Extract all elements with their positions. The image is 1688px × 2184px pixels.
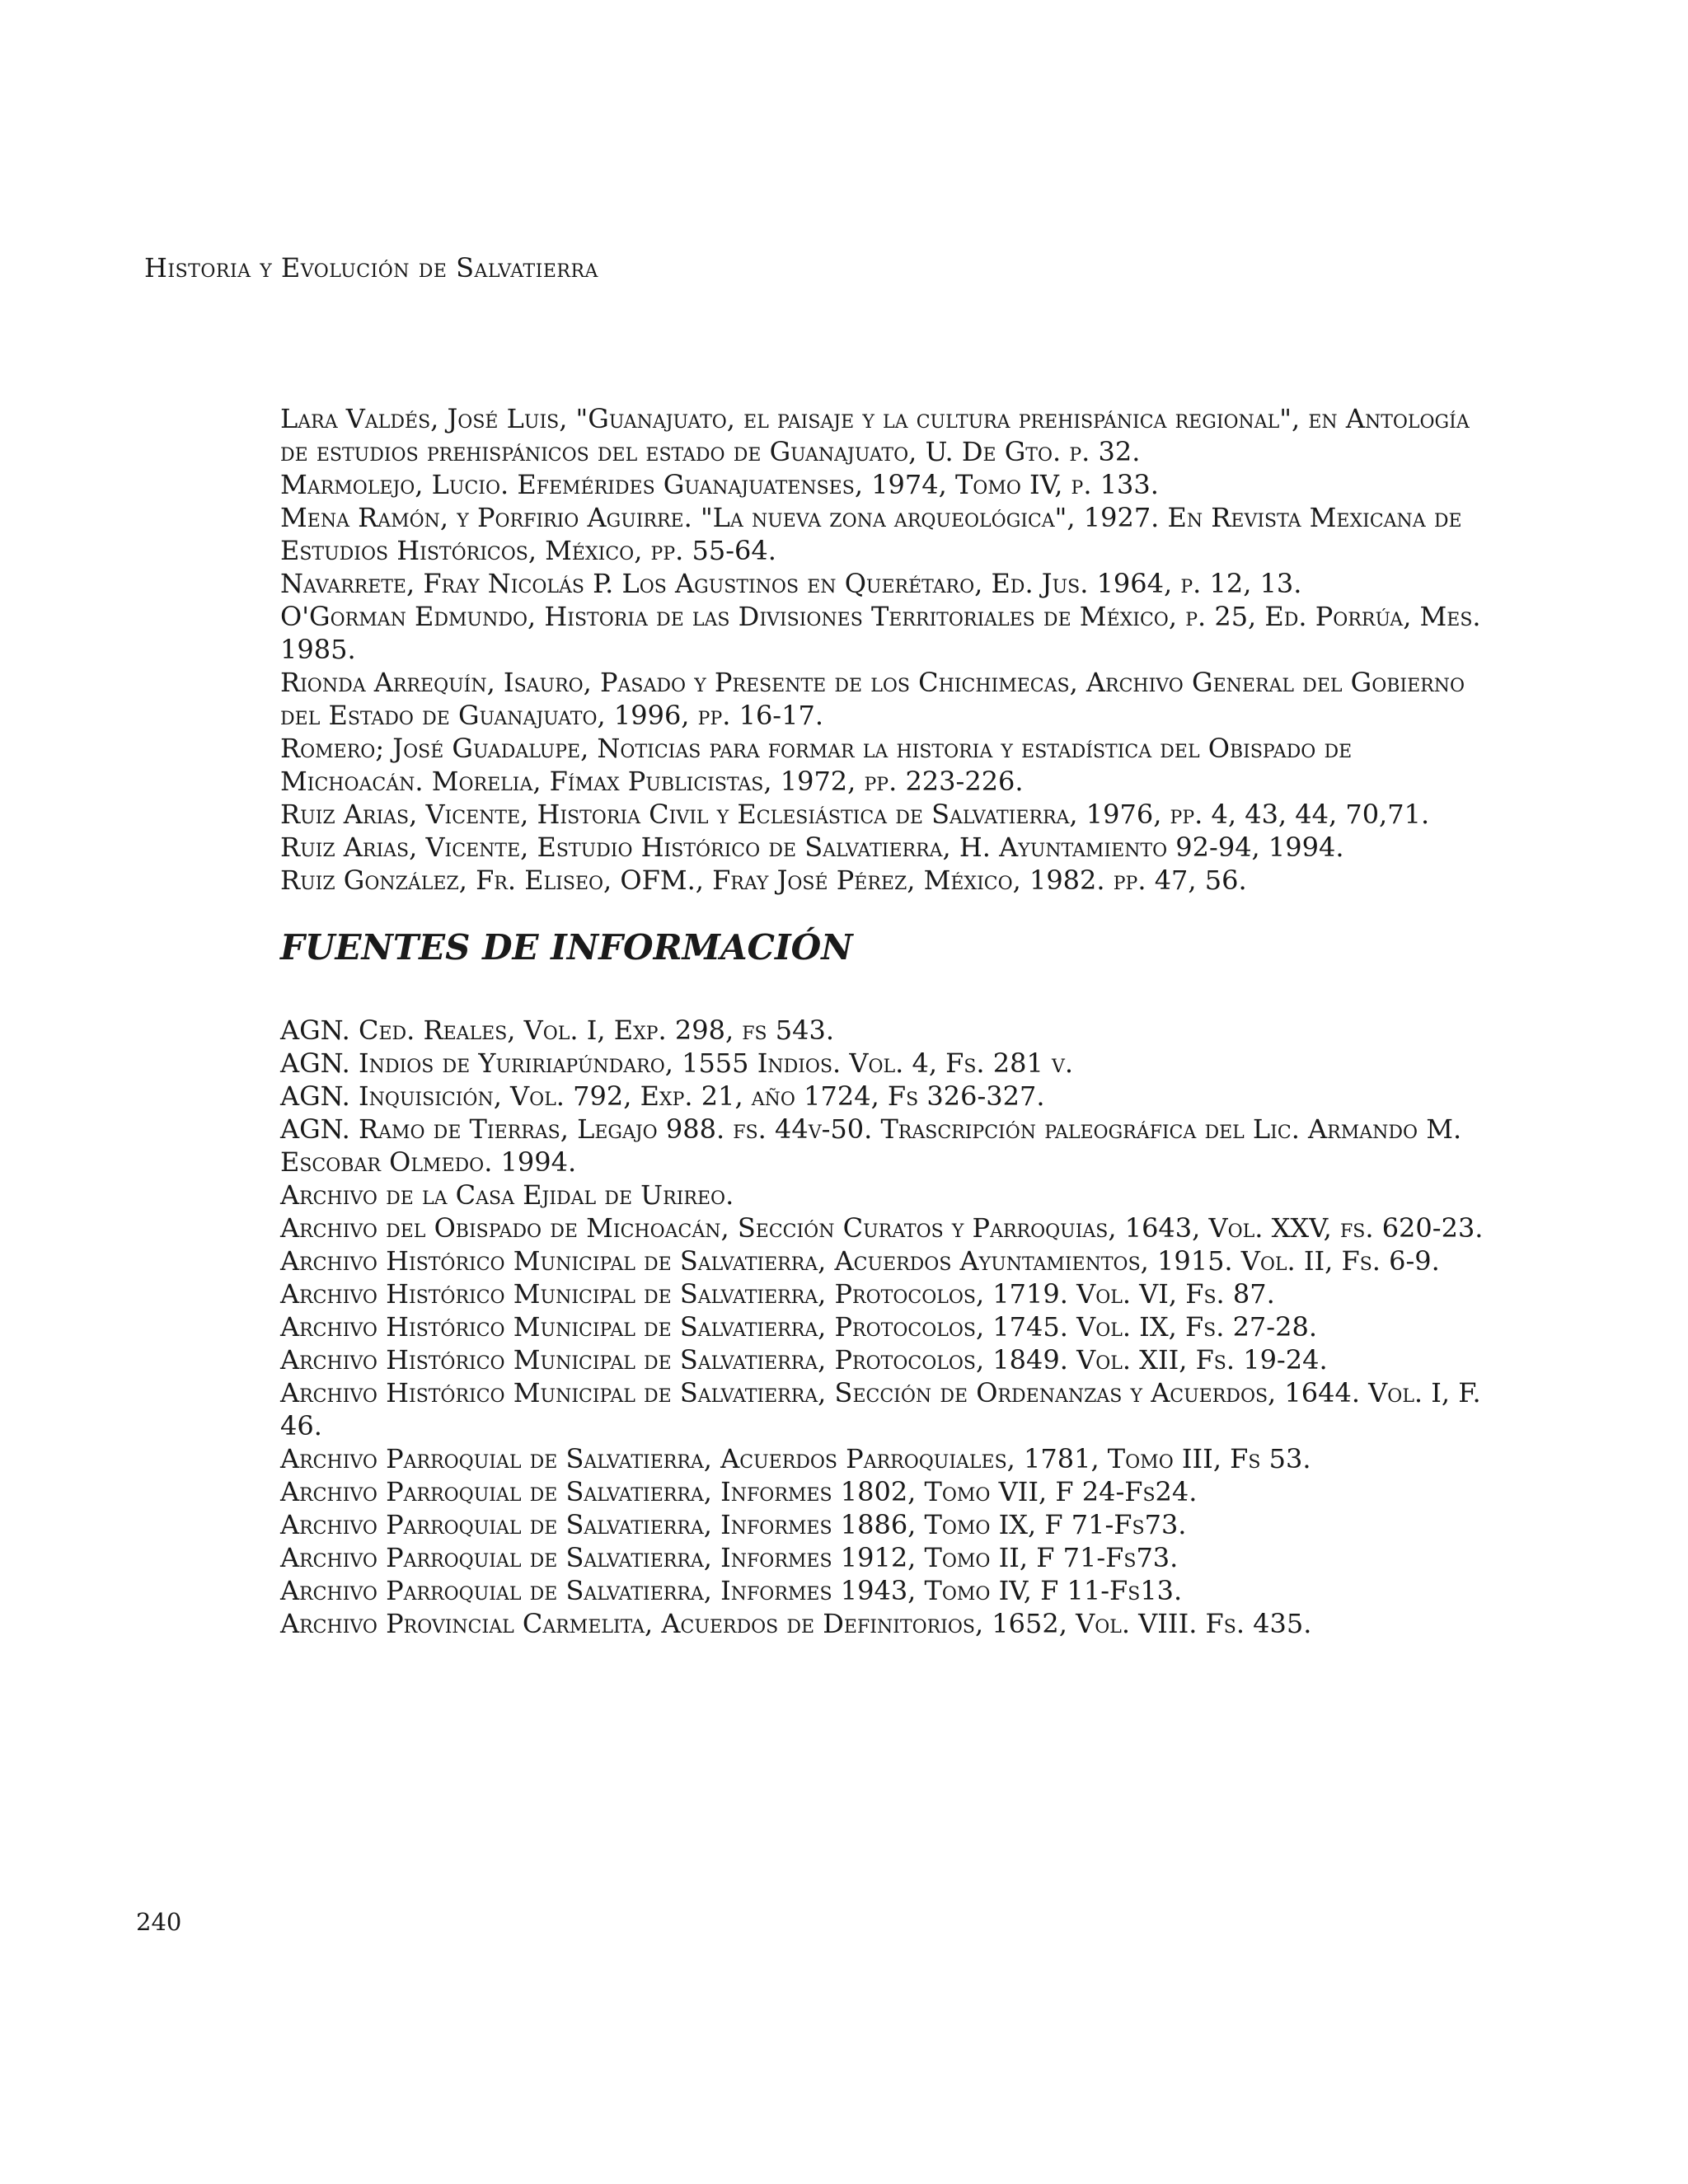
- bibliography-list: [280, 402, 1484, 897]
- bibliography-entry: Lara Valdés, José Luis, "Guanajuato, el paisaje y la cultura prehispánica regional", en Antología de estudios prehispánicos del estado de Guanajuato, U. De Gto. p. 32.: [280, 403, 1470, 467]
- source-entry: Archivo Provincial Carmelita, Acuerdos de Definitorios, 1652, Vol. VIII. Fs. 435.: [280, 1608, 1312, 1639]
- bibliography-entry: Ruiz Arias, Vicente, Historia Civil y Eclesiástica de Salvatierra, 1976, pp. 4, 43, 44, 70,71.: [280, 799, 1430, 830]
- bibliography-entry: Romero; José Guadalupe, Noticias para formar la historia y estadística del Obispado de Michoacán. Morelia, Fímax Publicistas, 1972, pp. 223-226.: [280, 733, 1353, 797]
- source-entry: Archivo Parroquial de Salvatierra, Informes 1943, Tomo IV, F 11-Fs13.: [280, 1575, 1183, 1606]
- source-entry: Archivo Parroquial de Salvatierra, Acuerdos Parroquiales, 1781, Tomo III, Fs 53.: [280, 1443, 1311, 1474]
- source-entry: Archivo Histórico Municipal de Salvatierra, Sección de Ordenanzas y Acuerdos, 1644. Vol. I, F. 46.: [280, 1377, 1481, 1441]
- source-entry: Archivo Histórico Municipal de Salvatierra, Acuerdos Ayuntamientos, 1915. Vol. II, Fs. 6-9.: [280, 1245, 1440, 1277]
- bibliography-entry: Navarrete, Fray Nicolás P. Los Agustinos en Querétaro, Ed. Jus. 1964, p. 12, 13.: [280, 568, 1302, 599]
- source-entry: Archivo de la Casa Ejidal de Urireo.: [280, 1179, 734, 1211]
- source-entry: Archivo del Obispado de Michoacán, Sección Curatos y Parroquias, 1643, Vol. XXV, fs. 620-23.: [280, 1212, 1484, 1244]
- source-entry: Archivo Parroquial de Salvatierra, Informes 1912, Tomo II, F 71-Fs73.: [280, 1542, 1179, 1573]
- page-number: 240: [136, 1908, 182, 1936]
- bibliography-entry: Ruiz González, Fr. Eliseo, OFM., Fray José Pérez, México, 1982. pp. 47, 56.: [280, 865, 1247, 896]
- source-entry: Archivo Histórico Municipal de Salvatierra, Protocolos, 1719. Vol. VI, Fs. 87.: [280, 1278, 1275, 1310]
- source-entry: AGN. Ced. Reales, Vol. I, Exp. 298, fs 543.: [280, 1015, 835, 1046]
- source-entry: AGN. Indios de Yuririapúndaro, 1555 Indios. Vol. 4, Fs. 281 v.: [280, 1047, 1074, 1079]
- source-entry: Archivo Histórico Municipal de Salvatierra, Protocolos, 1849. Vol. XII, Fs. 19-24.: [280, 1344, 1328, 1376]
- bibliography-entry: O'Gorman Edmundo, Historia de las Divisiones Territoriales de México, p. 25, Ed. Porrúa, Mes. 1985.: [280, 601, 1481, 665]
- bibliography-entry: Rionda Arrequín, Isauro, Pasado y Presente de los Chichimecas, Archivo General del Gobierno del Estado de Guanajuato, 1996, pp. 16-17.: [280, 667, 1465, 731]
- source-entry: AGN. Inquisición, Vol. 792, Exp. 21, año 1724, Fs 326-327.: [280, 1080, 1045, 1112]
- source-entry: Archivo Parroquial de Salvatierra, Informes 1802, Tomo VII, F 24-Fs24.: [280, 1476, 1198, 1507]
- bibliography-entry: Mena Ramón, y Porfirio Aguirre. "La nueva zona arqueológica", 1927. En Revista Mexicana de Estudios Históricos, México, pp. 55-64.: [280, 502, 1462, 566]
- bibliography-entry: Marmolejo, Lucio. Efemérides Guanajuatenses, 1974, Tomo IV, p. 133.: [280, 469, 1159, 500]
- source-entry: Archivo Parroquial de Salvatierra, Informes 1886, Tomo IX, F 71-Fs73.: [280, 1509, 1187, 1540]
- source-entry: Archivo Histórico Municipal de Salvatierra, Protocolos, 1745. Vol. IX, Fs. 27-28.: [280, 1311, 1317, 1343]
- section-title: FUENTES DE INFORMACIÓN: [280, 927, 853, 968]
- running-header: Historia y Evolución de Salvatierra: [144, 252, 598, 284]
- source-entry: AGN. Ramo de Tierras, Legajo 988. fs. 44v-50. Trascripción paleográfica del Lic. Armando M. Escobar Olmedo. 1994.: [280, 1113, 1462, 1178]
- bibliography-entry: Ruiz Arias, Vicente, Estudio Histórico de Salvatierra, H. Ayuntamiento 92-94, 1994.: [280, 832, 1344, 863]
- sources-list: [280, 1014, 1484, 1640]
